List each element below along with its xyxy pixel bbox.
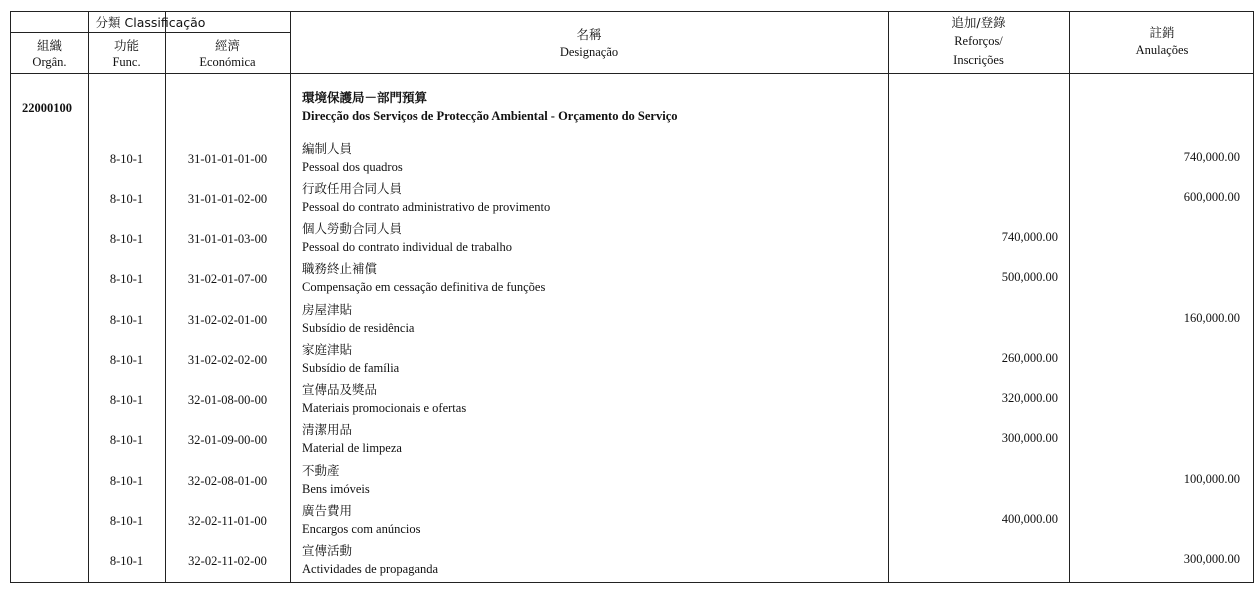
row-name-zh: 個人勞動合同人員 — [302, 221, 403, 236]
row-func-code: 8-10-1 — [109, 433, 144, 447]
budget-row — [11, 260, 1253, 300]
row-name-zh: 宣傳活動 — [302, 543, 353, 558]
budget-row — [11, 140, 1253, 180]
row-func-code: 8-10-1 — [109, 514, 144, 528]
budget-row — [11, 301, 1253, 341]
row-name-pt: Pessoal dos quadros — [302, 160, 403, 174]
header-bottom-line — [11, 73, 1253, 74]
row-reinforcement: 260,000.00 — [1001, 351, 1058, 365]
row-cancellation: 740,000.00 — [1183, 150, 1240, 164]
row-func-code: 8-10-1 — [109, 192, 144, 206]
row-cancellation: 100,000.00 — [1183, 472, 1240, 486]
row-econ-code: 32-01-08-00-00 — [187, 393, 268, 407]
row-name-pt: Compensação em cessação definitiva de funções — [302, 280, 546, 294]
row-econ-code: 32-02-08-01-00 — [187, 474, 268, 488]
row-cancellation: 300,000.00 — [1183, 552, 1240, 566]
designation-header-zh: 名稱 — [576, 27, 602, 42]
row-name-zh: 家庭津貼 — [302, 342, 353, 357]
row-reinforcement: 320,000.00 — [1001, 391, 1058, 405]
row-func-code: 8-10-1 — [109, 232, 144, 246]
row-name-pt: Subsídio de família — [302, 361, 400, 375]
row-name-pt: Bens imóveis — [302, 482, 370, 496]
row-func-code: 8-10-1 — [109, 554, 144, 568]
row-reinforcement: 300,000.00 — [1001, 431, 1058, 445]
row-reinforcement: 500,000.00 — [1001, 270, 1058, 284]
row-reinforcement: 740,000.00 — [1001, 230, 1058, 244]
row-econ-code: 31-01-01-02-00 — [187, 192, 268, 206]
row-name-pt: Material de limpeza — [302, 441, 402, 455]
row-func-code: 8-10-1 — [109, 393, 144, 407]
row-name-zh: 編制人員 — [302, 141, 353, 156]
row-econ-code: 32-02-11-02-00 — [188, 554, 267, 568]
organ-name-zh: 環境保護局－部門預算 — [302, 90, 428, 105]
organ-header-zh: 組織 — [36, 38, 62, 53]
organ-name-pt: Direcção dos Serviços de Protecção Ambiental - Orçamento do Serviço — [302, 109, 678, 123]
row-name-zh: 宣傳品及獎品 — [302, 382, 378, 397]
cancellations-header-zh: 註銷 — [1149, 25, 1175, 40]
row-reinforcement: 400,000.00 — [1001, 512, 1058, 526]
organ-header-pt: Orgân. — [32, 55, 67, 69]
row-name-zh: 廣告費用 — [302, 503, 353, 518]
cancellations-header-pt: Anulações — [1135, 43, 1189, 57]
row-econ-code: 31-01-01-01-00 — [187, 152, 268, 166]
row-name-zh: 清潔用品 — [302, 422, 353, 437]
classification-header: 分類 Classificação — [95, 15, 206, 30]
reinforcements-header-pt2: Inscrições — [953, 53, 1004, 67]
organ-code: 22000100 — [22, 101, 72, 115]
budget-row — [11, 220, 1253, 260]
row-name-pt: Materiais promocionais e ofertas — [302, 401, 467, 415]
budget-row — [11, 180, 1253, 220]
econ-header-zh: 經濟 — [214, 38, 240, 53]
row-econ-code: 31-02-02-01-00 — [187, 313, 268, 327]
row-name-pt: Encargos com anúncios — [302, 522, 421, 536]
budget-table — [10, 11, 1254, 583]
reinforcements-header-zh: 追加/登錄 — [951, 15, 1006, 30]
row-econ-code: 31-02-01-07-00 — [187, 272, 268, 286]
row-cancellation: 600,000.00 — [1183, 190, 1240, 204]
designation-header-pt: Designação — [559, 45, 619, 59]
budget-row — [11, 462, 1253, 502]
row-name-zh: 房屋津貼 — [302, 302, 353, 317]
row-func-code: 8-10-1 — [109, 474, 144, 488]
row-func-code: 8-10-1 — [109, 353, 144, 367]
row-name-zh: 行政任用合同人員 — [302, 181, 403, 196]
reinforcements-header-pt1: Reforços/ — [954, 34, 1003, 48]
func-header-zh: 功能 — [113, 38, 139, 53]
budget-row — [11, 381, 1253, 421]
row-func-code: 8-10-1 — [109, 272, 144, 286]
row-econ-code: 31-01-01-03-00 — [187, 232, 268, 246]
row-econ-code: 32-02-11-01-00 — [188, 514, 267, 528]
row-econ-code: 31-02-02-02-00 — [187, 353, 268, 367]
row-func-code: 8-10-1 — [109, 152, 144, 166]
budget-row — [11, 502, 1253, 542]
row-name-pt: Pessoal do contrato individual de trabalho — [302, 240, 513, 254]
row-name-zh: 不動產 — [302, 463, 340, 478]
row-name-pt: Actividades de propaganda — [302, 562, 439, 576]
row-name-pt: Pessoal do contrato administrativo de provimento — [302, 200, 551, 214]
row-econ-code: 32-01-09-00-00 — [187, 433, 268, 447]
econ-header-pt: Económica — [199, 55, 256, 69]
row-name-zh: 職務終止補償 — [302, 261, 378, 276]
func-header-pt: Func. — [112, 55, 141, 69]
row-cancellation: 160,000.00 — [1183, 311, 1240, 325]
budget-row — [11, 421, 1253, 461]
row-func-code: 8-10-1 — [109, 313, 144, 327]
budget-row — [11, 341, 1253, 381]
header-subdivider — [11, 32, 290, 33]
budget-row — [11, 542, 1253, 582]
row-name-pt: Subsídio de residência — [302, 321, 415, 335]
